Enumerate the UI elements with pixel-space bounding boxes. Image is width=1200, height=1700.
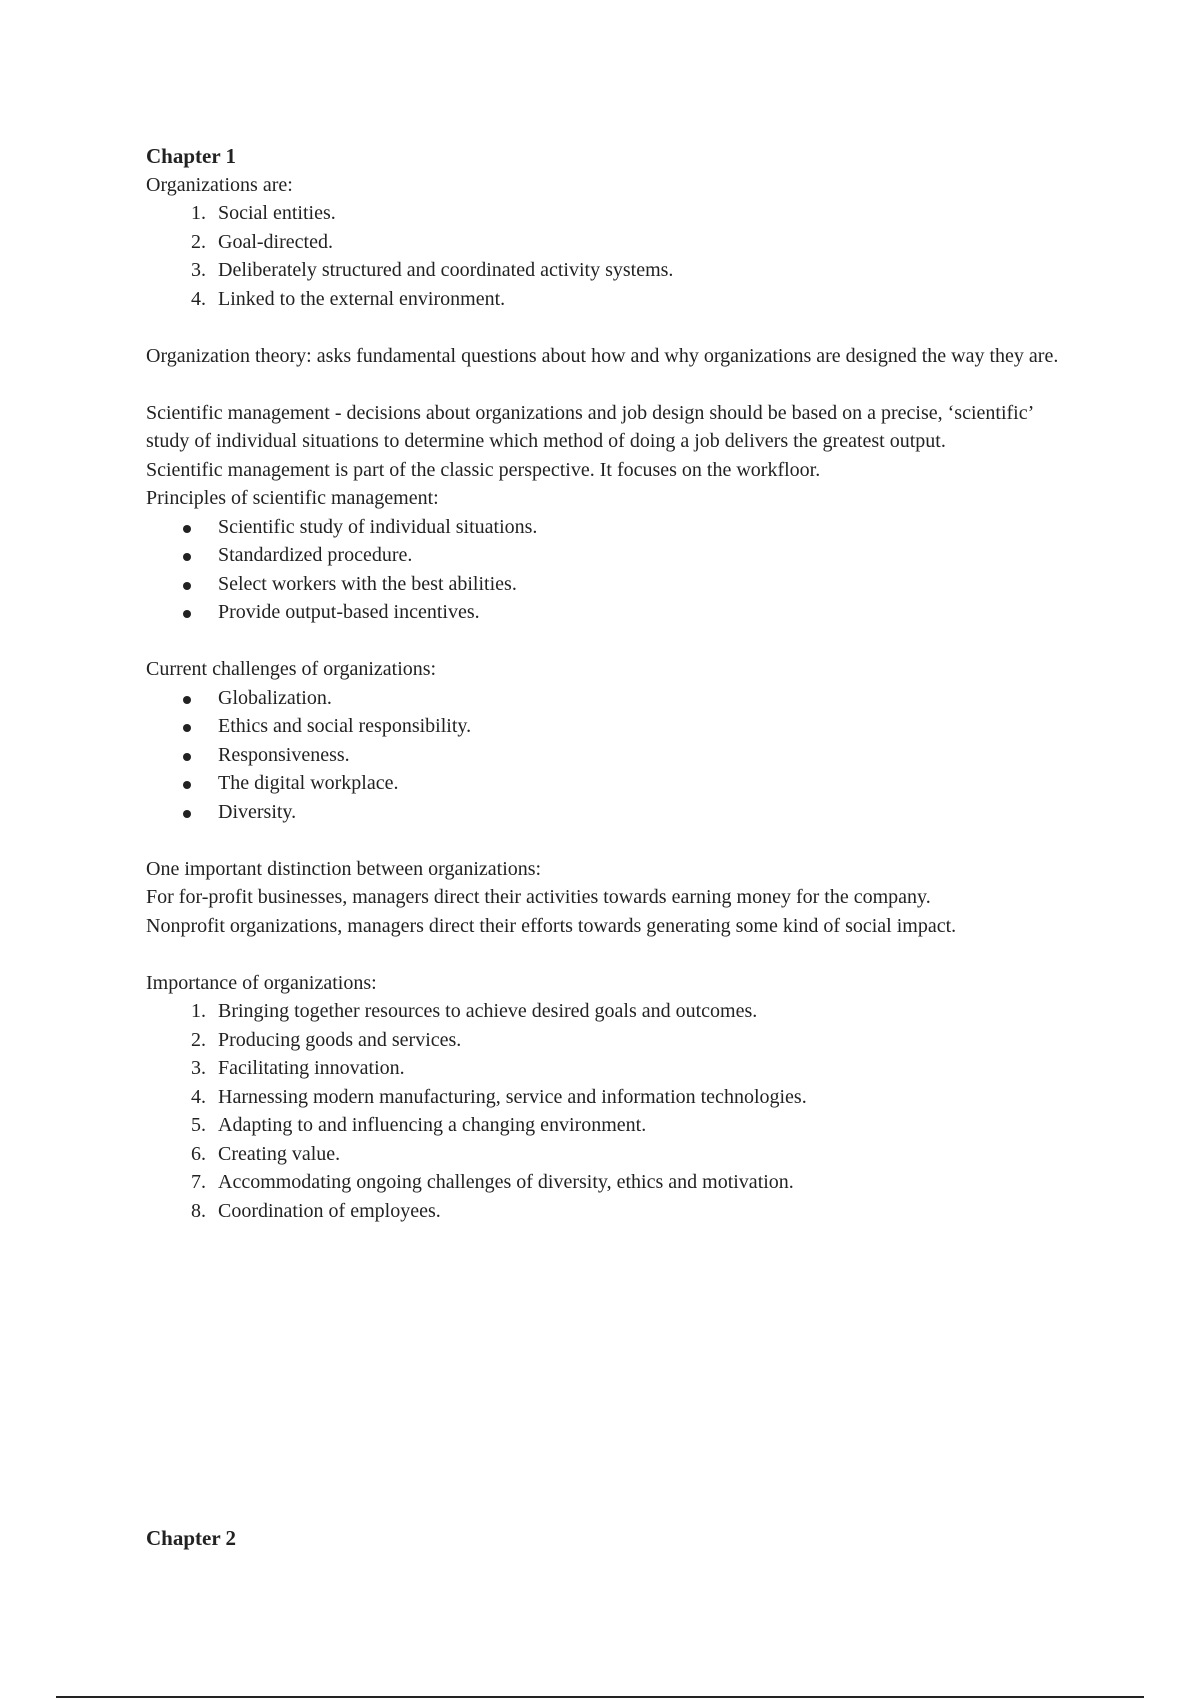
list-number: 8. — [191, 1199, 206, 1222]
importance-list — [146, 997, 1066, 1225]
importance-heading: Importance of organizations: — [146, 971, 377, 994]
list-item-text: Producing goods and services. — [218, 1028, 462, 1051]
list-item-text: Deliberately structured and coordinated activity systems. — [218, 259, 674, 281]
list-item-text: Facilitating innovation. — [218, 1057, 405, 1079]
list-item — [146, 769, 1066, 798]
list-item — [146, 285, 1066, 314]
bullet-icon — [183, 553, 191, 561]
chapter-1-section — [146, 142, 1066, 1225]
scientific-management-definition: Scientific management - decisions about organizations and job design should be based on a precise, ‘scientific’ study of individual situations to determine which method of doing a job delivers the greatest output. — [146, 401, 1033, 452]
list-number: 2. — [191, 1028, 206, 1051]
list-item-text: The digital workplace. — [218, 772, 399, 794]
list-item — [146, 712, 1066, 741]
page-bottom-rule — [56, 1696, 1144, 1698]
bullet-icon — [183, 696, 191, 704]
list-item — [146, 570, 1066, 599]
list-item — [146, 1026, 1066, 1055]
list-item-text: Scientific study of individual situations. — [218, 515, 538, 538]
list-item — [146, 199, 1066, 228]
list-item — [146, 1168, 1066, 1197]
list-item — [146, 513, 1066, 542]
bullet-icon — [183, 781, 191, 789]
list-item-text: Harnessing modern manufacturing, service and information technologies. — [218, 1085, 807, 1108]
list-item-text: Accommodating ongoing challenges of diversity, ethics and motivation. — [218, 1171, 794, 1193]
organizations-list — [146, 199, 1066, 313]
list-item — [146, 256, 1066, 285]
challenges-list — [146, 684, 1066, 827]
list-item-text: Social entities. — [218, 202, 336, 224]
bullet-icon — [183, 810, 191, 818]
list-number: 5. — [191, 1114, 206, 1136]
list-item-text: Responsiveness. — [218, 743, 350, 766]
list-item-text: Provide output-based incentives. — [218, 601, 480, 623]
list-item-text: Globalization. — [218, 686, 332, 709]
list-item — [146, 541, 1066, 570]
distinction-heading: One important distinction between organizations: — [146, 857, 542, 880]
list-item-text: Diversity. — [218, 800, 297, 823]
organization-theory-paragraph: Organization theory: asks fundamental questions about how and why organizations are designed the way they are. — [146, 344, 1059, 367]
list-number: 7. — [191, 1171, 206, 1193]
list-item — [146, 1083, 1066, 1112]
bullet-icon — [183, 724, 191, 732]
organizations-intro: Organizations are: — [146, 173, 293, 196]
principles-heading: Principles of scientific management: — [146, 487, 439, 509]
bullet-icon — [183, 582, 191, 590]
list-item — [146, 741, 1066, 770]
list-item-text: Adapting to and influencing a changing environment. — [218, 1114, 647, 1136]
bullet-icon — [183, 525, 191, 533]
list-item — [146, 798, 1066, 827]
list-item — [146, 684, 1066, 713]
list-item — [146, 598, 1066, 627]
list-item-text: Select workers with the best abilities. — [218, 572, 517, 595]
list-item — [146, 1197, 1066, 1226]
list-number: 1. — [191, 202, 206, 224]
list-item — [146, 1054, 1066, 1083]
list-item-text: Linked to the external environment. — [218, 287, 506, 310]
bullet-icon — [183, 753, 191, 761]
bullet-icon — [183, 610, 191, 618]
list-number: 6. — [191, 1142, 206, 1165]
distinction-nonprofit: Nonprofit organizations, managers direct their efforts towards generating some kind of social impact. — [146, 914, 957, 937]
list-item-text: Goal-directed. — [218, 230, 333, 253]
challenges-heading: Current challenges of organizations: — [146, 658, 437, 680]
list-number: 4. — [191, 287, 206, 310]
list-number: 1. — [191, 1000, 206, 1022]
chapter-2-title: Chapter 2 — [146, 1526, 237, 1550]
list-item-text: Ethics and social responsibility. — [218, 715, 472, 737]
list-item — [146, 1111, 1066, 1140]
chapter-1-title: Chapter 1 — [146, 144, 237, 168]
list-number: 2. — [191, 230, 206, 253]
list-number: 3. — [191, 259, 206, 281]
list-item — [146, 228, 1066, 257]
list-number: 3. — [191, 1057, 206, 1079]
list-item — [146, 1140, 1066, 1169]
scientific-management-perspective: Scientific management is part of the classic perspective. It focuses on the workfloor. — [146, 458, 821, 481]
list-item-text: Bringing together resources to achieve desired goals and outcomes. — [218, 1000, 758, 1022]
distinction-for-profit: For for-profit businesses, managers direct their activities towards earning money for the company. — [146, 886, 931, 908]
list-item-text: Creating value. — [218, 1142, 341, 1165]
principles-list — [146, 513, 1066, 627]
list-number: 4. — [191, 1085, 206, 1108]
list-item-text: Standardized procedure. — [218, 544, 413, 566]
list-item — [146, 997, 1066, 1026]
list-item-text: Coordination of employees. — [218, 1199, 441, 1222]
